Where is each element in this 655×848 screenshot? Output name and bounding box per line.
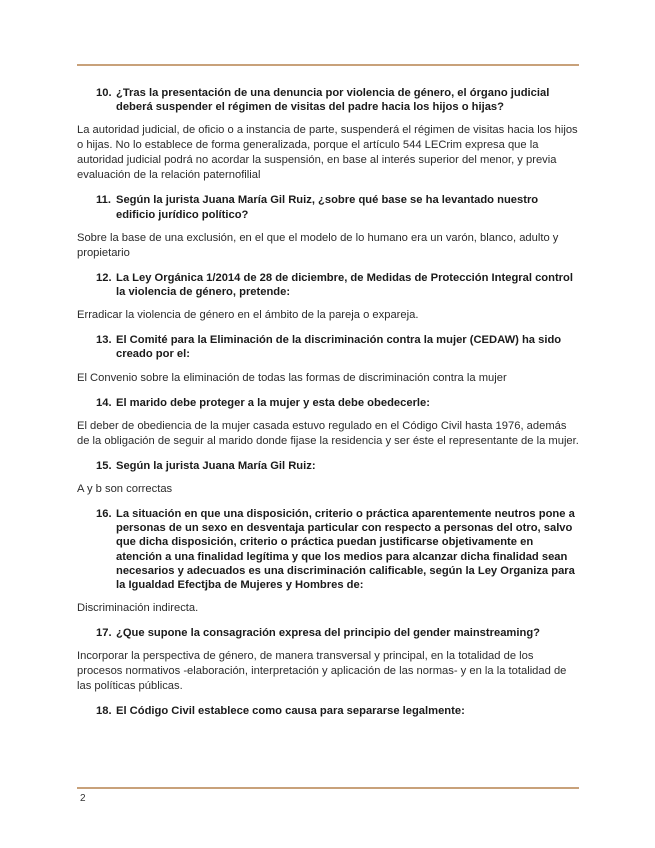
answer-text: Erradicar la violencia de género en el ámbito de la pareja o expareja.: [77, 309, 419, 322]
question-text: Según la jurista Juana María Gil Ruiz:: [116, 459, 316, 472]
question-text: El Código Civil establece como causa para separarse legalmente:: [116, 705, 465, 718]
question-text: El Comité para la Eliminación de la discriminación contra la mujer (CEDAW) ha sido creado por el:: [116, 334, 562, 361]
qa-item-14: [77, 396, 579, 449]
question-number: 11.: [96, 194, 111, 207]
question: [96, 86, 579, 114]
question-text: ¿Que supone la consagración expresa del principio del gender mainstreaming?: [116, 627, 540, 640]
qa-item-17: [77, 626, 579, 694]
question-list: [77, 86, 579, 719]
question-number: 10.: [96, 87, 112, 99]
question-text: La situación en que una disposición, criterio o práctica aparentemente neutros pone a personas de un sexo en desventaja particular con respecto a personas del otro, salvo que dicha disposición, criterio o práctica puedan justificarse objetivamente en atención a una finalidad legítima y que los medios para alcanzar dicha finalidad sean necesarios y adecuados es una discriminación calificable, según la Ley Organiza para la Igualdad Efectjba de Mujeres y Hombres de:: [116, 508, 575, 592]
question-number: 14.: [96, 396, 112, 409]
qa-item-10: [77, 86, 579, 183]
answer-text: El Convenio sobre la eliminación de todas las formas de discriminación contra la mujer: [77, 371, 507, 384]
answer-text: A y b son correctas: [77, 483, 173, 496]
question-number: 18.: [96, 705, 112, 718]
question: [96, 626, 579, 640]
question-number: 17.: [96, 627, 112, 640]
answer-text: La autoridad judicial, de oficio o a instancia de parte, suspenderá el régimen de visitas hacia los hijos o hijas. No lo establece de forma generalizada, porque el artículo 544 LECrim expresa que la autoridad judicial podrá no acordar la suspensión, en base al interés superior del menor, y previa evaluación de la relación paternofilial: [77, 124, 578, 182]
question-text: ¿Tras la presentación de una denuncia por violencia de género, el órgano judicial deberá suspender el régimen de visitas del padre hacia los hijos o hijas?: [116, 87, 550, 114]
page-number: 2: [80, 793, 86, 804]
question: [96, 704, 579, 718]
question: [96, 459, 579, 473]
qa-item-12: [77, 271, 579, 323]
question: [96, 271, 579, 299]
answer-text: Sobre la base de una exclusión, en el que el modelo de lo humano era un varón, blanco, adulto y propietario: [77, 231, 559, 259]
question-number: 13.: [96, 334, 112, 347]
question: [96, 193, 579, 221]
answer-text: Discriminación indirecta.: [77, 602, 199, 615]
question-text: La Ley Orgánica 1/2014 de 28 de diciembre, de Medidas de Protección Integral control la violencia de género, pretende:: [116, 271, 573, 299]
header-rule: [77, 64, 579, 66]
qa-item-16: [77, 507, 579, 616]
qa-item-11: [77, 193, 579, 260]
footer-rule: [77, 787, 579, 789]
qa-item-13: [77, 333, 579, 385]
question-text: El marido debe proteger a la mujer y esta debe obedecerle:: [116, 396, 430, 409]
qa-item-15: [77, 459, 579, 497]
question-number: 16.: [96, 508, 112, 521]
question: [96, 333, 579, 361]
question-number: 12.: [96, 271, 112, 284]
answer-text: El deber de obediencia de la mujer casada estuvo regulado en el Código Civil hasta 1976, además de la obligación de seguir al marido donde fijase la residencia y ser éste el representante de la mujer.: [77, 419, 579, 447]
question: [96, 507, 579, 592]
question-text: Según la jurista Juana María Gil Ruiz, ¿sobre qué base se ha levantado nuestro edificio jurídico político?: [116, 194, 539, 221]
question: [96, 396, 579, 410]
answer-text: Incorporar la perspectiva de género, de manera transversal y principal, en la totalidad de los procesos normativos -elaboración, interpretación y aplicación de las normas- y en la la totalidad de las políticas públicas.: [77, 650, 567, 693]
qa-item-18: [77, 704, 579, 718]
question-number: 15.: [96, 459, 112, 472]
